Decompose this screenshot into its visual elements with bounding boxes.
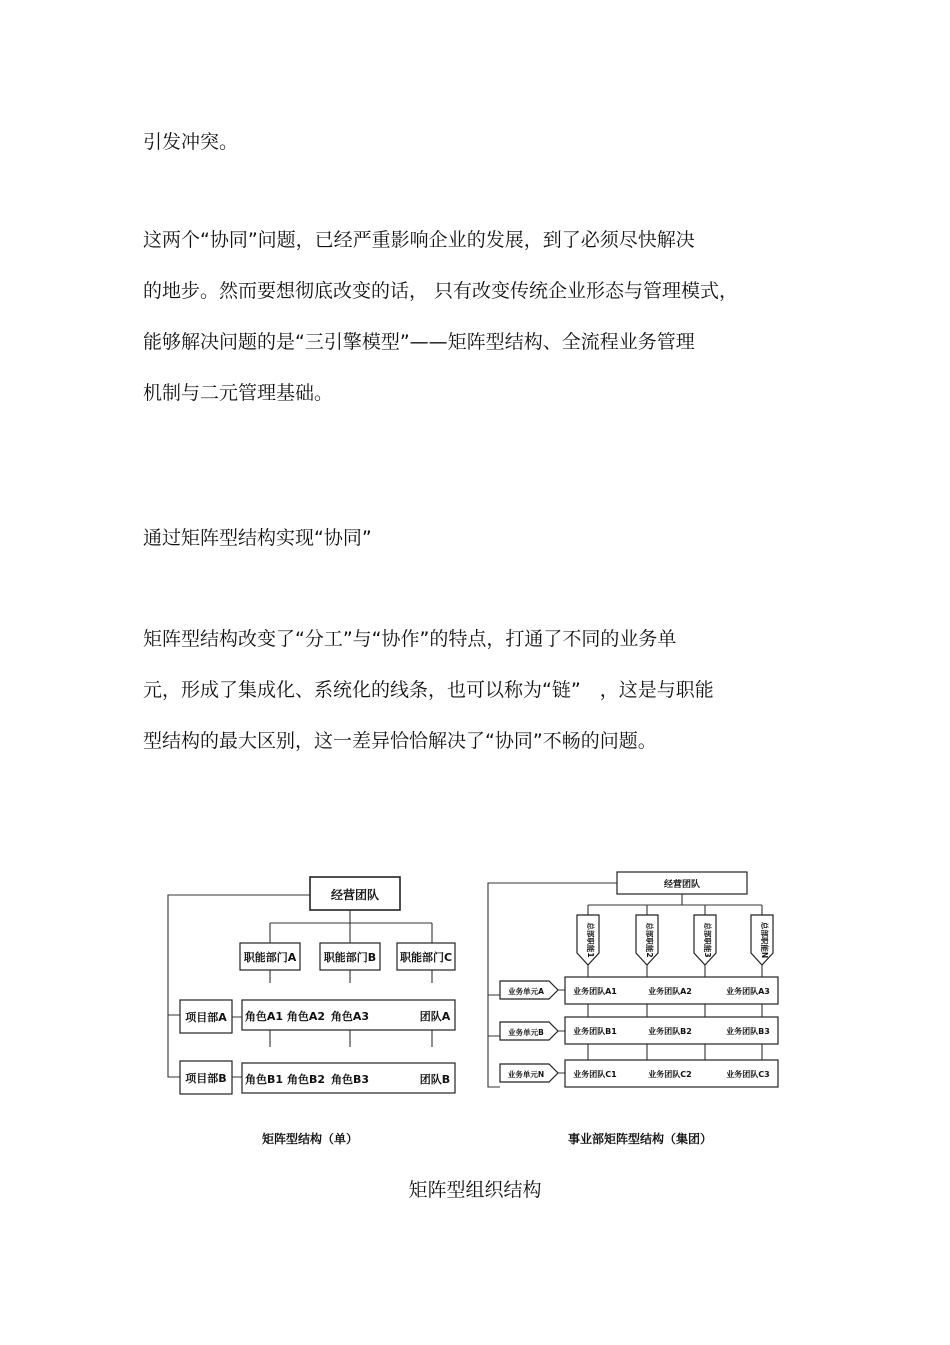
left-matrix-chart — [168, 877, 455, 1146]
team-c1-label: 业务团队C1 — [573, 1070, 617, 1079]
role-b1-label: 角色B1 — [244, 1073, 284, 1086]
matrix-org-diagram — [160, 865, 790, 1155]
team-b1-label: 业务团队B1 — [573, 1027, 617, 1036]
text-line: 引发冲突。 — [143, 131, 239, 153]
text-line: 型结构的最大区别，这一差异恰恰解决了“协同”不畅的问题。 — [143, 730, 657, 752]
team-c3-label: 业务团队C3 — [726, 1070, 770, 1079]
text-line: 矩阵型结构改变了“分工”与“协作”的特点，打通了不同的业务单 — [143, 628, 677, 650]
project-label-b: 项目部B — [185, 1072, 227, 1085]
heading-text: 通过矩阵型结构实现“协同” — [143, 527, 372, 549]
hq-function-n — [751, 915, 773, 965]
department-label-a: 职能部门A — [243, 951, 297, 964]
text-line: 元，形成了集成化、系统化的线条，也可以称为“链” ，这是与职能 — [143, 679, 714, 701]
role-a1-label: 角色A1 — [244, 1010, 284, 1023]
right-matrix-chart — [488, 872, 778, 1146]
paragraph-collaboration-problem — [143, 215, 738, 419]
figure-caption: 矩阵型组织结构 — [408, 1179, 542, 1201]
team-b2-label: 业务团队B2 — [648, 1027, 692, 1036]
hq-function-1-label: 总部职能1 — [586, 922, 595, 958]
role-a2-label: 角色A2 — [286, 1010, 326, 1023]
team-a-label: 团队A — [419, 1010, 451, 1023]
paragraph-intro — [143, 117, 238, 168]
hq-function-2 — [636, 915, 658, 965]
hq-function-2-label: 总部职能2 — [645, 922, 654, 958]
team-c2-label: 业务团队C2 — [648, 1070, 692, 1079]
text-line: 机制与二元管理基础。 — [143, 382, 334, 404]
text-line: 的地步。然而要想彻底改变的话， 只有改变传统企业形态与管理模式， — [143, 280, 739, 302]
team-b-label: 团队B — [419, 1073, 451, 1086]
team-a3-label: 业务团队A3 — [726, 987, 770, 996]
text-line: 这两个“协同”问题，已经严重影响企业的发展，到了必须尽快解决 — [143, 229, 695, 251]
project-label-a: 项目部A — [185, 1011, 227, 1024]
paragraph-matrix-structure — [143, 614, 714, 767]
left-management-team-label: 经营团队 — [330, 888, 380, 902]
right-management-team-label: 经营团队 — [663, 880, 701, 890]
role-b2-label: 角色B2 — [286, 1073, 326, 1086]
hq-function-3 — [694, 915, 716, 965]
left-diagram-title: 矩阵型结构（单） — [261, 1132, 359, 1146]
hq-function-1 — [577, 915, 599, 965]
hq-function-n-label: 总部职能N — [760, 921, 769, 959]
hq-function-3-label: 总部职能3 — [703, 922, 712, 958]
right-diagram-title: 事业部矩阵型结构（集团） — [567, 1132, 713, 1146]
team-a2-label: 业务团队A2 — [648, 987, 692, 996]
role-a3-label: 角色A3 — [330, 1010, 370, 1023]
text-line: 能够解决问题的是“三引擎模型”——矩阵型结构、全流程业务管理 — [143, 331, 695, 353]
business-unit-b-label: 业务单元B — [508, 1028, 544, 1037]
business-unit-a-label: 业务单元A — [508, 987, 544, 996]
department-label-b: 职能部门B — [323, 951, 377, 964]
team-a1-label: 业务团队A1 — [573, 987, 617, 996]
team-b3-label: 业务团队B3 — [726, 1027, 770, 1036]
business-unit-n-label: 业务单元N — [507, 1070, 545, 1079]
section-heading — [143, 513, 372, 564]
role-b3-label: 角色B3 — [330, 1073, 370, 1086]
department-label-c: 职能部门C — [399, 951, 453, 964]
